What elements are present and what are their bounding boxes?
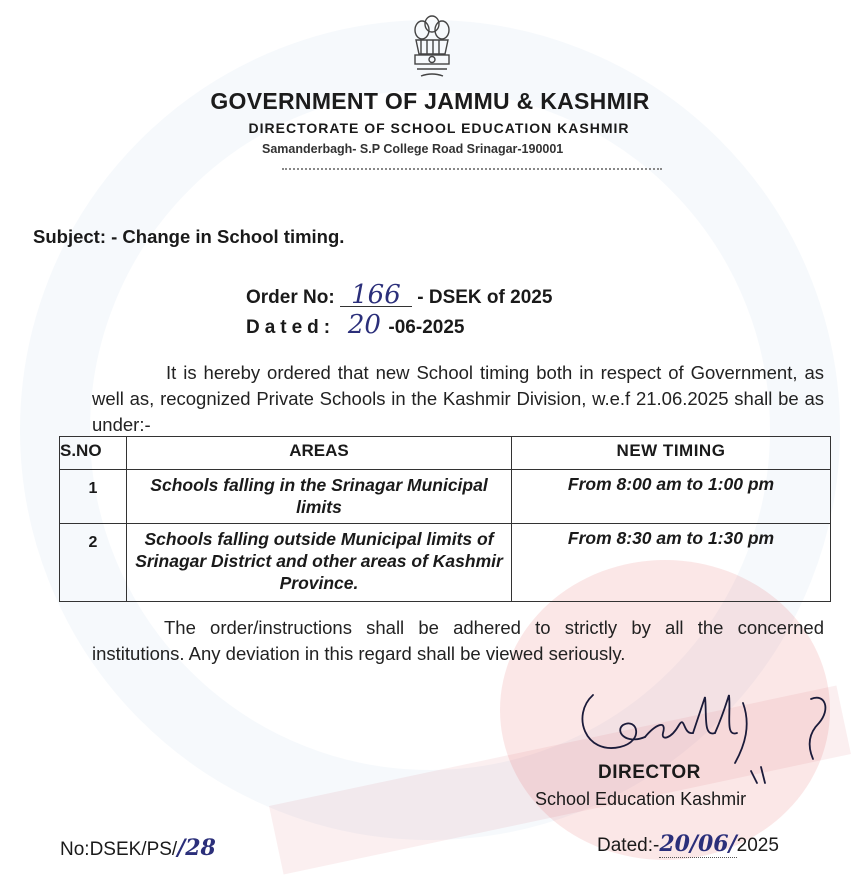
- order-date-line: [246, 310, 465, 340]
- dispatch-date-label: Dated:-: [597, 835, 660, 856]
- dispatch-number-handwritten: /28: [177, 835, 216, 861]
- row-area: Schools falling in the Srinagar Municipal limits: [127, 470, 512, 524]
- row-area: Schools falling outside Municipal limits of Srinagar District and other areas of Kashmir Province.: [127, 524, 512, 602]
- order-number-line: [246, 280, 553, 310]
- row-sno: 1: [60, 470, 127, 524]
- column-header-areas: AREAS: [127, 437, 512, 470]
- dispatch-date-year: 2025: [736, 835, 779, 856]
- signatory-office: School Education Kashmir: [535, 789, 747, 809]
- state-emblem-icon: [407, 14, 457, 86]
- row-sno: 2: [60, 524, 127, 602]
- table-row: [60, 470, 831, 524]
- header-address: Samanderbagh- S.P College Road Srinagar-190001: [262, 142, 564, 156]
- table-row: [60, 524, 831, 602]
- column-header-sno: S.NO: [60, 437, 127, 470]
- instructions-paragraph: The order/instructions shall be adhered to strictly by all the concerned institutions. Any deviation in this regard shall be viewed seriously.: [92, 617, 824, 664]
- header-government: GOVERNMENT OF JAMMU & KASHMIR: [210, 88, 650, 114]
- order-suffix: - DSEK of 2025: [417, 287, 553, 308]
- dated-label: Dated:: [246, 317, 336, 338]
- header-directorate: DIRECTORATE OF SCHOOL EDUCATION KASHMIR: [248, 120, 630, 136]
- order-number-handwritten: 166: [340, 284, 412, 307]
- dispatch-date-handwritten: 20/06/: [659, 831, 737, 857]
- dispatch-number: [60, 835, 216, 861]
- row-timing: From 8:30 am to 1:30 pm: [512, 524, 831, 602]
- table-header-row: [60, 437, 831, 470]
- row-timing: From 8:00 am to 1:00 pm: [512, 470, 831, 524]
- header-divider: [282, 168, 662, 170]
- signatory-title: DIRECTOR: [598, 762, 701, 783]
- subject-line: Subject: - Change in School timing.: [33, 226, 345, 247]
- dated-rest: -06-2025: [388, 317, 465, 338]
- dispatch-label: No:DSEK/PS/: [60, 839, 178, 860]
- order-label: Order No:: [246, 287, 335, 308]
- timing-table: [59, 436, 831, 602]
- dated-day-handwritten: 20: [347, 310, 381, 340]
- dispatch-date: [597, 831, 779, 857]
- order-paragraph: It is hereby ordered that new School timing both in respect of Government, as well as, recognized Private Schools in the Kashmir Division, w.e.f 21.06.2025 shall be as under:-: [92, 362, 824, 435]
- column-header-timing: NEW TIMING: [512, 437, 831, 470]
